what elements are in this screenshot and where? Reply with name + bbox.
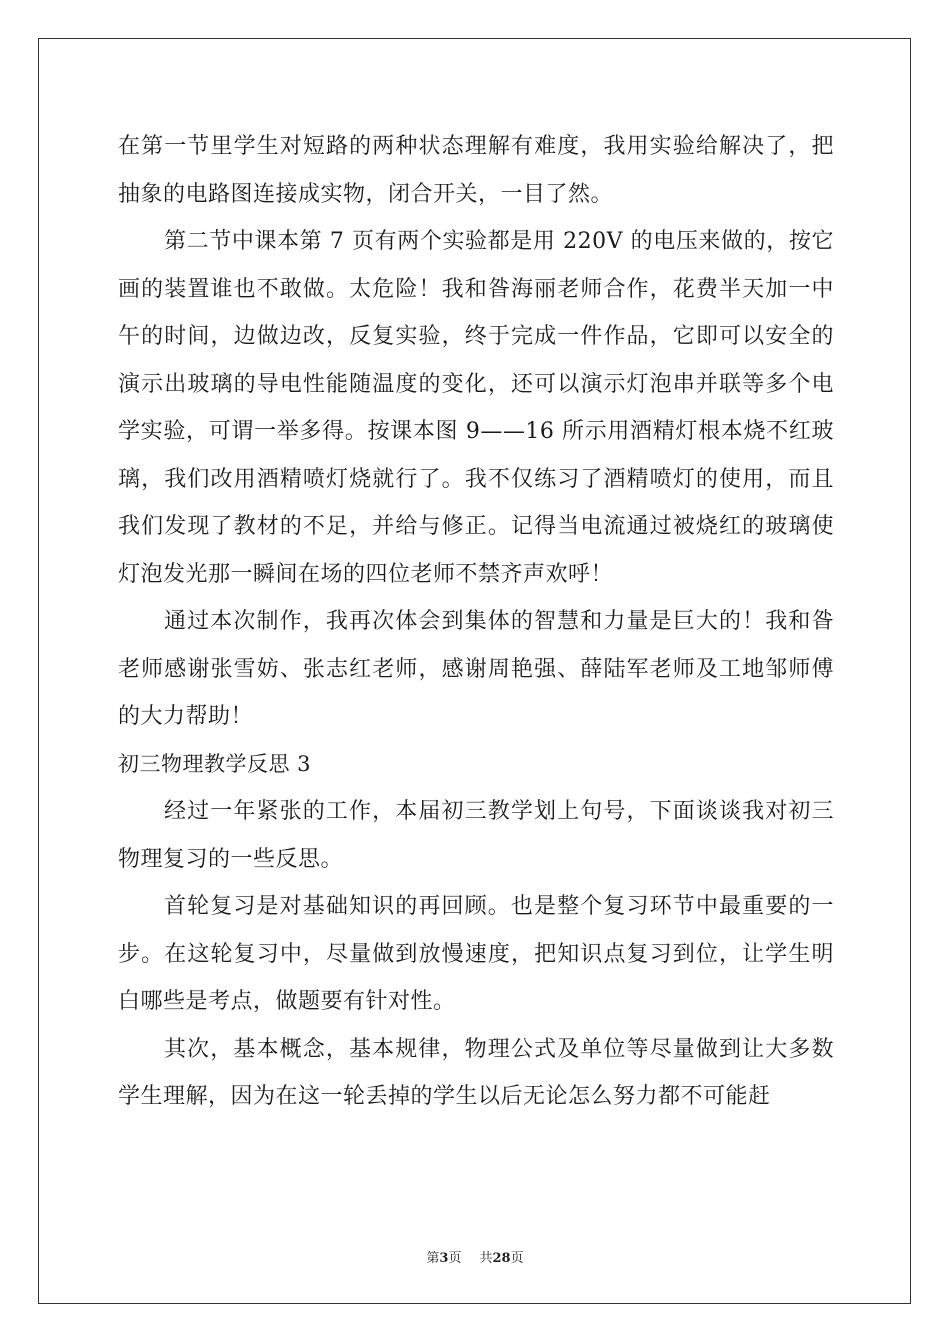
paragraph: 其次，基本概念，基本规律，物理公式及单位等尽量做到让大多数学生理解，因为在这一轮丢掉的学生以后无论怎么努力都不可能赶 [118,1036,834,1109]
document-body [118,123,834,1121]
section-heading: 初三物理教学反思 3 [118,751,312,776]
page-footer [0,1247,950,1266]
paragraph: 在第一节里学生对短路的两种状态理解有难度，我用实验给解决了，把抽象的电路图连接成实物，闭合开关，一目了然。 [118,134,834,207]
footer-total-prefix: 共 [479,1251,493,1266]
footer-total-pages: 28 [492,1251,511,1266]
footer-total-suffix: 页 [510,1251,524,1266]
footer-page-prefix: 第 [426,1251,440,1266]
paragraph: 通过本次制作，我再次体会到集体的智慧和力量是巨大的！我和昝老师感谢张雪妨、张志红老师，感谢周艳强、薛陆军老师及工地邹师傅的大力帮助！ [118,609,834,729]
footer-page-number: 3 [439,1251,449,1266]
paragraph: 首轮复习是对基础知识的再回顾。也是整个复习环节中最重要的一步。在这轮复习中，尽量做到放慢速度，把知识点复习到位，让学生明白哪些是考点，做题要有针对性。 [118,894,834,1014]
paragraph: 经过一年紧张的工作，本届初三教学划上句号，下面谈谈我对初三物理复习的一些反思。 [118,799,834,872]
footer-page-suffix: 页 [448,1251,462,1266]
paragraph: 第二节中课本第 7 页有两个实验都是用 220V 的电压来做的，按它画的装置谁也不敢做。太危险！我和昝海丽老师合作，花费半天加一中午的时间，边做边改，反复实验，终于完成一件作品，它即可以安全的演示出玻璃的导电性能随温度的变化，还可以演示灯泡串并联等多个电学实验，可谓一举多得。按课本图 9——16 所示用酒精灯根本烧不红玻璃，我们改用酒精喷灯烧就行了。我不仅练习了酒精喷灯的使用，而且我们发现了教材的不足，并给与修正。记得当电流通过被烧红的玻璃使灯泡发光那一瞬间在场的四位老师不禁齐声欢呼！ [118,229,834,587]
